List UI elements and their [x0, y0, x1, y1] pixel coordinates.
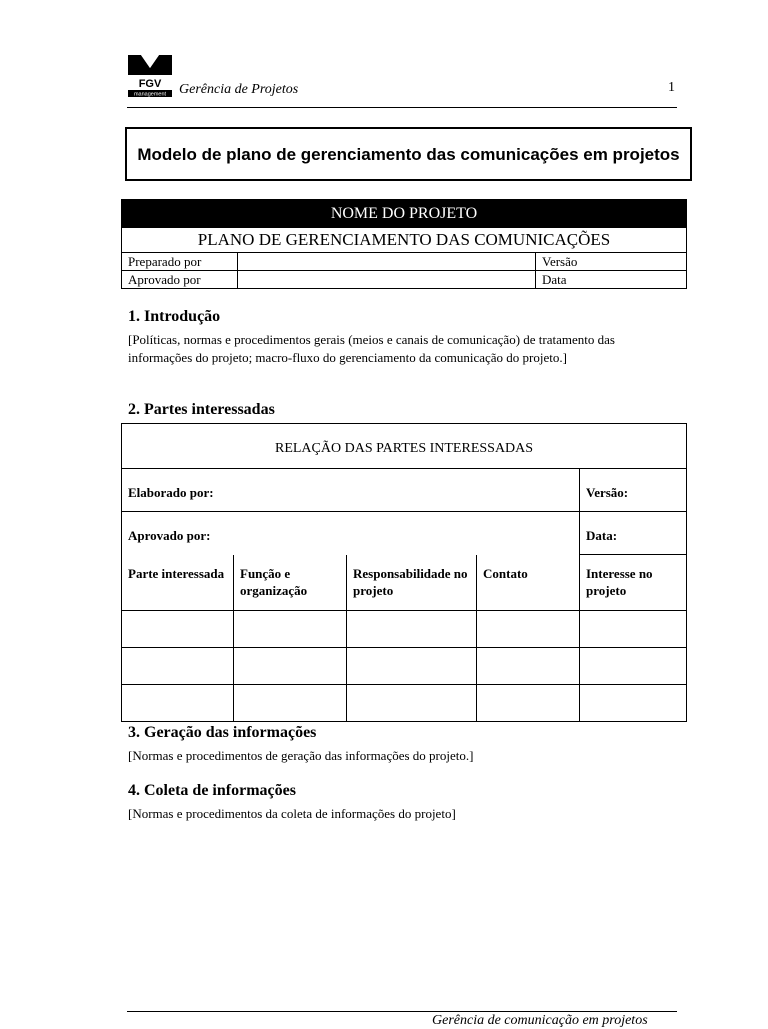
table-cell[interactable]: [347, 611, 477, 648]
table-cell[interactable]: [580, 611, 687, 648]
column-header: Função e organização: [234, 555, 347, 611]
table-cell[interactable]: [234, 648, 347, 685]
table-cell[interactable]: [347, 648, 477, 685]
stakeholders-version-label: Versão:: [580, 469, 687, 512]
table-row: [122, 685, 687, 722]
table-row: [122, 648, 687, 685]
header-divider: [127, 107, 677, 108]
table-cell[interactable]: [477, 648, 580, 685]
plan-name-cell: PLANO DE GERENCIAMENTO DAS COMUNICAÇÕES: [122, 228, 687, 253]
prepared-by-field[interactable]: [238, 253, 536, 271]
svg-text:FGV: FGV: [138, 78, 162, 90]
elaborated-by-label: Elaborado por:: [122, 469, 580, 512]
header-title: Gerência de Projetos: [179, 82, 299, 97]
document-title-box: [125, 127, 692, 181]
column-header: Responsabilidade no projeto: [347, 555, 477, 611]
section-3-body: [Normas e procedimentos de geração das informações do projeto.]: [128, 748, 474, 763]
fgv-management-logo: [128, 55, 172, 97]
section-2-heading: 2. Partes interessadas: [128, 401, 275, 418]
section-4-body: [Normas e procedimentos da coleta de informações do projeto]: [128, 806, 456, 821]
project-name-cell: NOME DO PROJETO: [122, 200, 687, 228]
table-cell[interactable]: [347, 685, 477, 722]
section-1-heading: 1. Introdução: [128, 308, 221, 325]
project-info-table: [121, 199, 687, 289]
table-cell[interactable]: [234, 611, 347, 648]
stakeholders-table-title: RELAÇÃO DAS PARTES INTERESSADAS: [122, 424, 687, 469]
table-cell[interactable]: [234, 685, 347, 722]
stakeholders-approved-by-label: Aprovado por:: [122, 512, 580, 555]
table-cell[interactable]: [477, 611, 580, 648]
footer-divider: [127, 1011, 677, 1012]
table-cell[interactable]: [477, 685, 580, 722]
version-label: Versão: [536, 253, 687, 271]
section-1-body: [Políticas, normas e procedimentos gerais (meios e canais de comunicação) de tratamento das informações do projeto; macro-fluxo do gerenciamento da comunicação do projeto.]: [128, 332, 615, 365]
column-header: Interesse no projeto: [580, 555, 687, 611]
section-4-heading: 4. Coleta de informações: [128, 782, 296, 799]
table-cell[interactable]: [580, 685, 687, 722]
table-cell[interactable]: [122, 648, 234, 685]
table-cell[interactable]: [580, 648, 687, 685]
table-cell[interactable]: [122, 685, 234, 722]
section-3-heading: 3. Geração das informações: [128, 724, 317, 741]
date-label: Data: [536, 271, 687, 289]
document-title: Modelo de plano de gerenciamento das comunicações em projetos: [137, 144, 680, 164]
table-row: [122, 611, 687, 648]
svg-text:management: management: [133, 91, 167, 97]
column-header: Parte interessada: [122, 555, 234, 611]
stakeholders-table: [121, 423, 687, 722]
column-header: Contato: [477, 555, 580, 611]
page-number: 1: [668, 80, 675, 95]
footer-text: Gerência de comunicação em projetos: [432, 1013, 648, 1028]
table-cell[interactable]: [122, 611, 234, 648]
approved-by-label: Aprovado por: [122, 271, 238, 289]
prepared-by-label: Preparado por: [122, 253, 238, 271]
stakeholders-date-label: Data:: [580, 512, 687, 555]
approved-by-field[interactable]: [238, 271, 536, 289]
